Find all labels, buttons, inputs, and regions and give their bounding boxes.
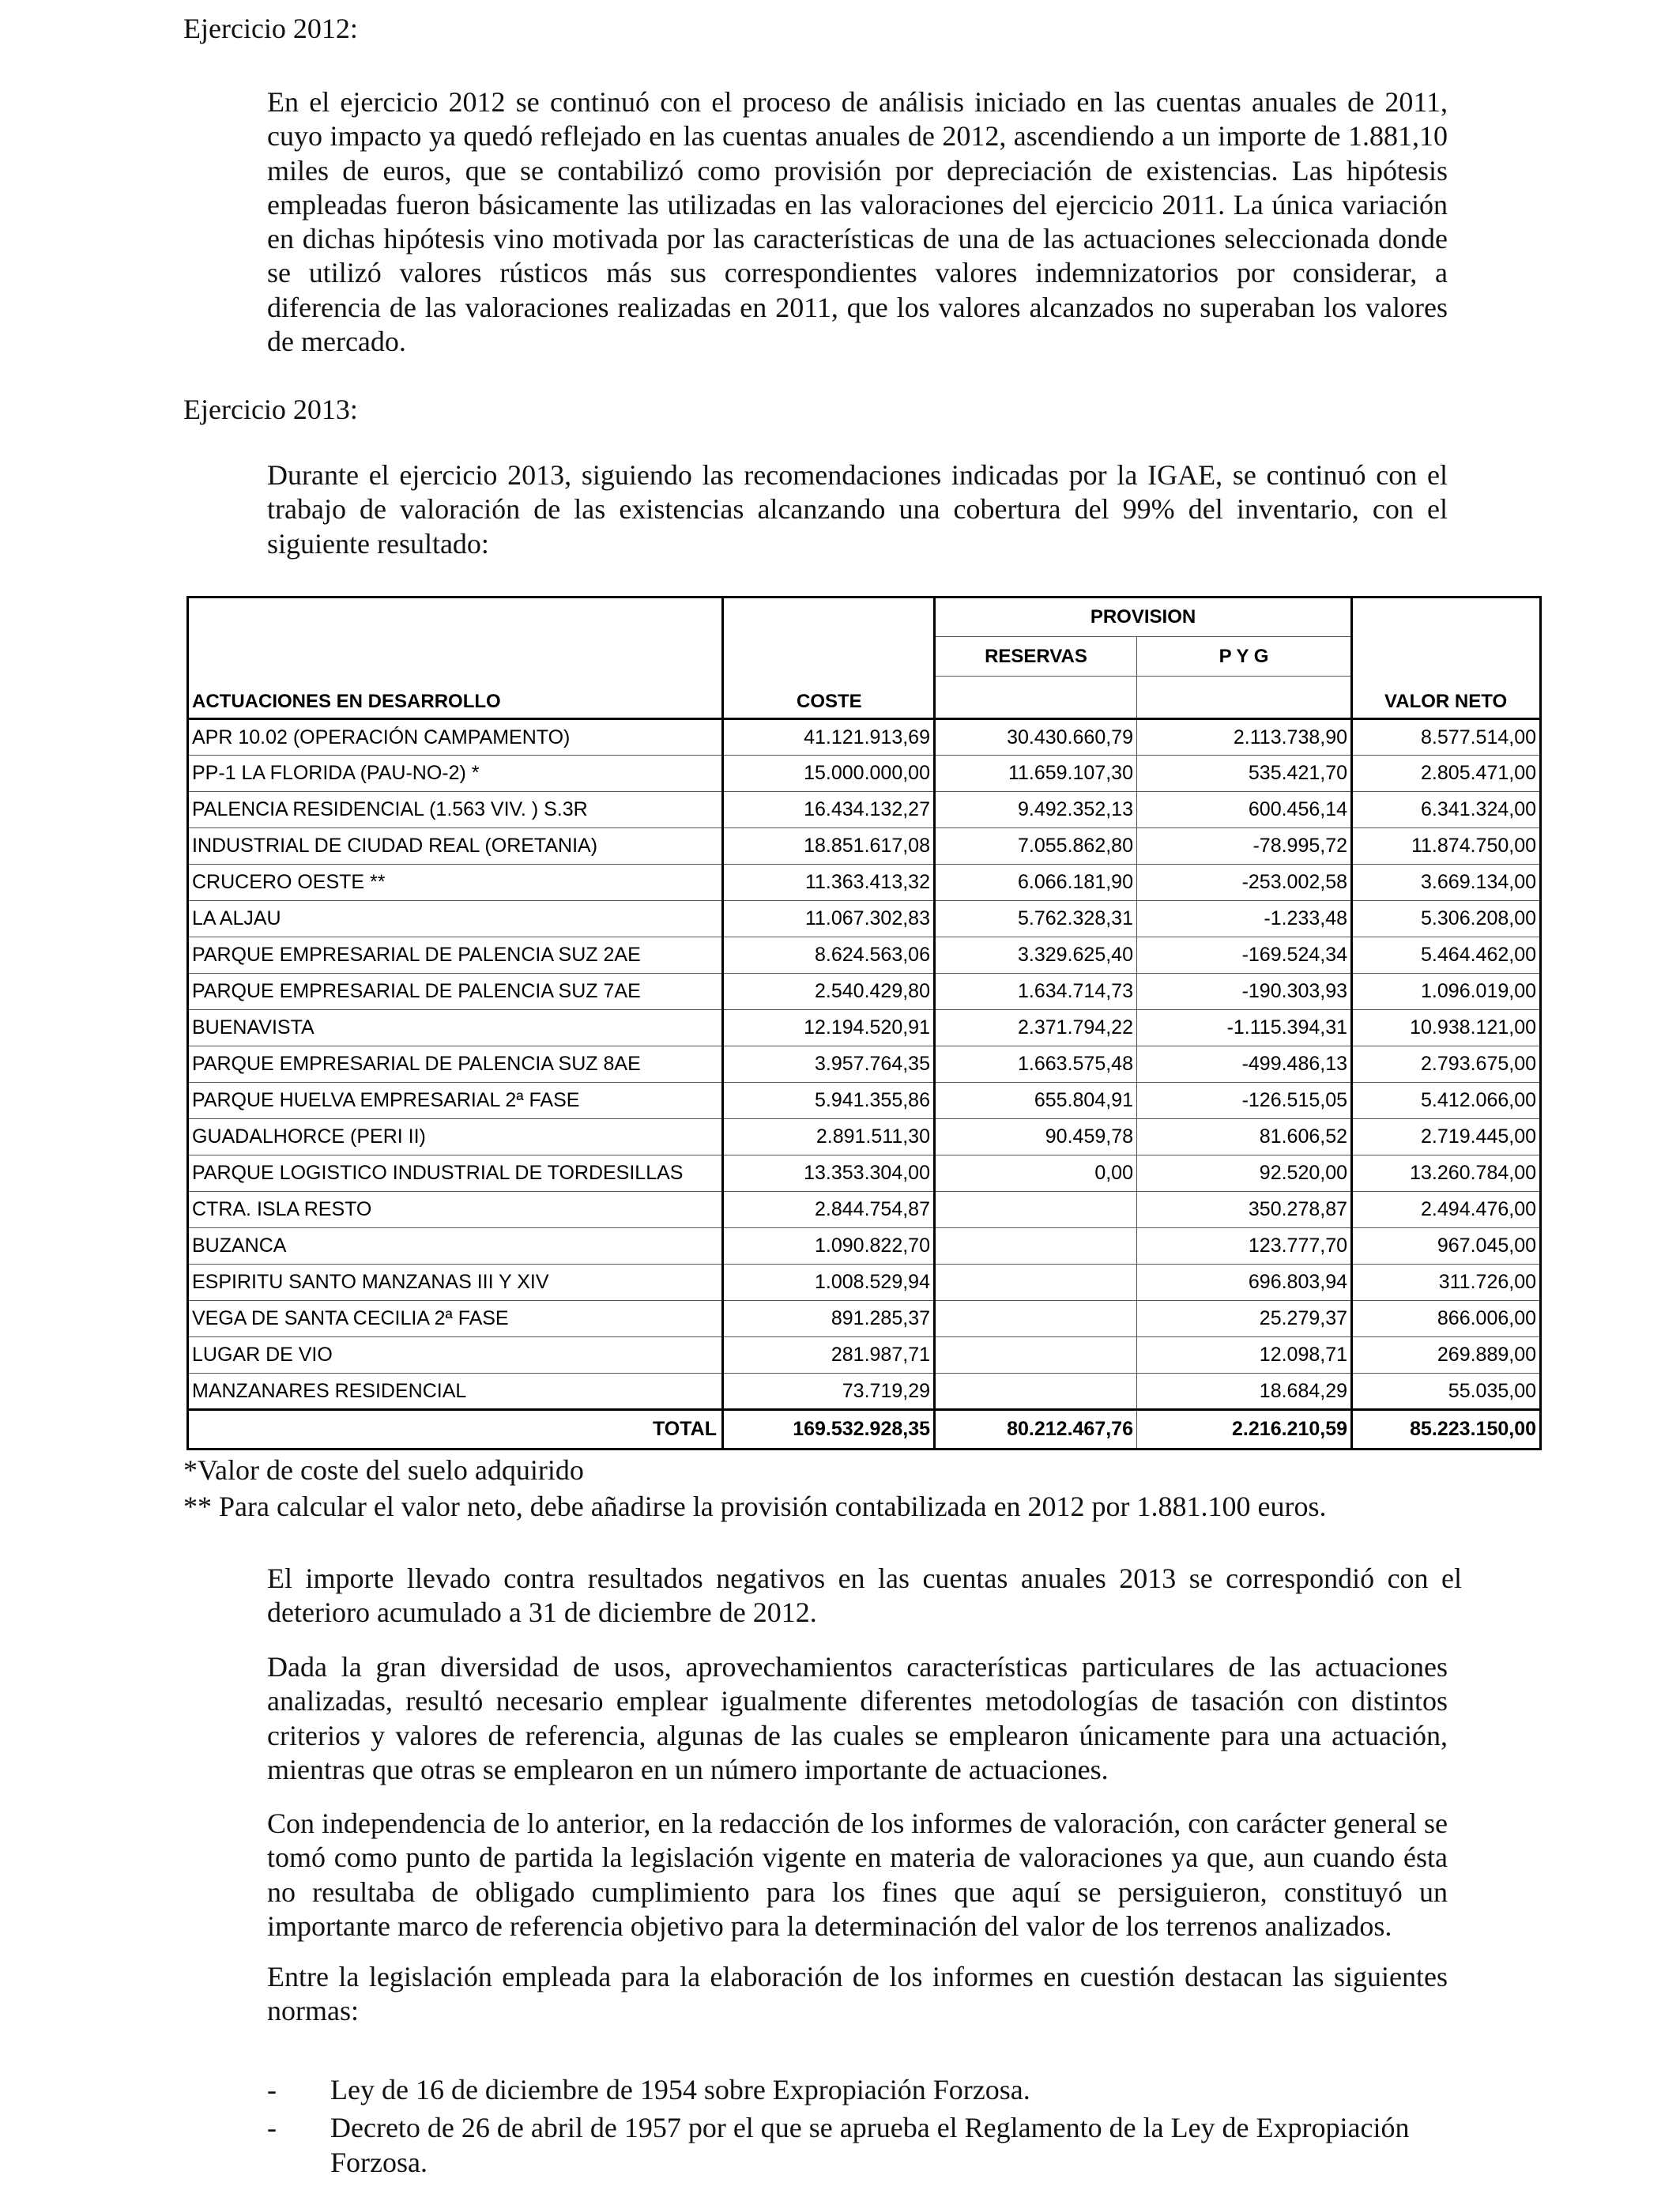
cell-valor-neto: 5.412.066,00 — [1352, 1083, 1541, 1119]
cell-actuacion: PARQUE HUELVA EMPRESARIAL 2ª FASE — [188, 1083, 723, 1119]
cell-actuacion: PARQUE EMPRESARIAL DE PALENCIA SUZ 7AE — [188, 974, 723, 1010]
cell-coste: 15.000.000,00 — [723, 756, 935, 792]
table-row — [188, 1083, 1541, 1119]
cell-pyg: 535.421,70 — [1137, 756, 1352, 792]
cell-reservas: 11.659.107,30 — [935, 756, 1137, 792]
cell-actuacion: ESPIRITU SANTO MANZANAS III Y XIV — [188, 1265, 723, 1301]
header-spacer-1 — [188, 637, 723, 677]
list-dash: - — [267, 2112, 277, 2143]
table-row — [188, 1374, 1541, 1410]
cell-actuacion: BUZANCA — [188, 1228, 723, 1265]
cell-actuacion: PALENCIA RESIDENCIAL (1.563 VIV. ) S.3R — [188, 792, 723, 828]
total-valor-neto: 85.223.150,00 — [1352, 1410, 1541, 1449]
header-blank-coste — [723, 598, 935, 637]
cell-pyg: -78.995,72 — [1137, 828, 1352, 865]
cell-actuacion: MANZANARES RESIDENCIAL — [188, 1374, 723, 1410]
cell-pyg: 92.520,00 — [1137, 1155, 1352, 1192]
cell-reservas — [935, 1192, 1137, 1228]
cell-pyg: -190.303,93 — [1137, 974, 1352, 1010]
cell-reservas: 90.459,78 — [935, 1119, 1137, 1155]
cell-valor-neto: 1.096.019,00 — [1352, 974, 1541, 1010]
heading-ejercicio-2012: Ejercicio 2012: — [183, 13, 358, 44]
cell-valor-neto: 269.889,00 — [1352, 1337, 1541, 1374]
table-row — [188, 1301, 1541, 1337]
norma-text: Ley de 16 de diciembre de 1954 sobre Expropiación Forzosa. — [330, 2074, 1030, 2105]
cell-reservas: 3.329.625,40 — [935, 937, 1137, 974]
paragraph-legislacion: Entre la legislación empleada para la elaboración de los informes en cuestión destacan las siguientes normas: — [267, 1961, 1448, 2027]
cell-reservas: 2.371.794,22 — [935, 1010, 1137, 1046]
total-label: TOTAL — [188, 1410, 723, 1449]
norma-text: Decreto de 26 de abril de 1957 por el que se aprueba el Reglamento de la Ley de Expropiación Forzosa. — [330, 2112, 1410, 2178]
cell-pyg: -169.524,34 — [1137, 937, 1352, 974]
cell-actuacion: LA ALJAU — [188, 901, 723, 937]
cell-valor-neto: 2.793.675,00 — [1352, 1046, 1541, 1083]
cell-actuacion: CTRA. ISLA RESTO — [188, 1192, 723, 1228]
table-row — [188, 1228, 1541, 1265]
provision-table — [186, 596, 1542, 1450]
cell-valor-neto: 866.006,00 — [1352, 1301, 1541, 1337]
cell-coste: 73.719,29 — [723, 1374, 935, 1410]
cell-pyg: 18.684,29 — [1137, 1374, 1352, 1410]
header-provision: PROVISION — [935, 598, 1352, 637]
cell-pyg: 123.777,70 — [1137, 1228, 1352, 1265]
header-spacer-3 — [1352, 637, 1541, 677]
table-row — [188, 719, 1541, 756]
header-reservas-empty — [935, 677, 1137, 719]
header-pyg: P Y G — [1137, 637, 1352, 677]
paragraph-ejercicio-2012: En el ejercicio 2012 se continuó con el proceso de análisis iniciado en las cuentas anuales de 2011, cuyo impacto ya quedó reflejado en las cuentas anuales de 2012, ascendiendo a un importe de 1.881,10 miles de euros, que se contabilizó como provisión por depreciación de existencias. Las hipótesis empleadas fueron básicamente las utilizadas en las valoraciones del ejercicio 2011. La única variación en dichas hipótesis vino motivada por las características de una de las actuaciones seleccionada donde se utilizó valores rústicos más sus correspondientes valores indemnizatorios por considerar, a diferencia de las valoraciones realizadas en 2011, que los valores alcanzados no superaban los valores de mercado. — [267, 86, 1448, 358]
total-reservas: 80.212.467,76 — [935, 1410, 1137, 1449]
paragraph-importe: El importe llevado contra resultados negativos en las cuentas anuales 2013 se correspondió con el deterioro acumulado a 31 de diciembre de 2012. — [267, 1563, 1462, 1629]
table-row — [188, 1010, 1541, 1046]
table-row — [188, 792, 1541, 828]
cell-valor-neto: 13.260.784,00 — [1352, 1155, 1541, 1192]
cell-reservas — [935, 1374, 1137, 1410]
cell-actuacion: CRUCERO OESTE ** — [188, 865, 723, 901]
table-row — [188, 974, 1541, 1010]
cell-coste: 11.067.302,83 — [723, 901, 935, 937]
cell-valor-neto: 10.938.121,00 — [1352, 1010, 1541, 1046]
cell-reservas: 0,00 — [935, 1155, 1137, 1192]
cell-valor-neto: 8.577.514,00 — [1352, 719, 1541, 756]
cell-reservas — [935, 1337, 1137, 1374]
table-row — [188, 1155, 1541, 1192]
cell-coste: 1.008.529,94 — [723, 1265, 935, 1301]
footnote-valor-neto: ** Para calcular el valor neto, debe añadirse la provisión contabilizada en 2012 por 1.881.100 euros. — [183, 1491, 1327, 1522]
cell-valor-neto: 5.306.208,00 — [1352, 901, 1541, 937]
cell-valor-neto: 11.874.750,00 — [1352, 828, 1541, 865]
table-row — [188, 937, 1541, 974]
list-dash: - — [267, 2074, 277, 2105]
cell-actuacion: VEGA DE SANTA CECILIA 2ª FASE — [188, 1301, 723, 1337]
cell-coste: 2.891.511,30 — [723, 1119, 935, 1155]
cell-reservas — [935, 1265, 1137, 1301]
header-pyg-empty — [1137, 677, 1352, 719]
cell-coste: 13.353.304,00 — [723, 1155, 935, 1192]
heading-ejercicio-2013: Ejercicio 2013: — [183, 394, 358, 425]
cell-coste: 1.090.822,70 — [723, 1228, 935, 1265]
cell-pyg: -1.233,48 — [1137, 901, 1352, 937]
cell-pyg: 12.098,71 — [1137, 1337, 1352, 1374]
cell-pyg: 81.606,52 — [1137, 1119, 1352, 1155]
norma-item — [267, 2072, 1448, 2107]
cell-valor-neto: 2.494.476,00 — [1352, 1192, 1541, 1228]
cell-coste: 12.194.520,91 — [723, 1010, 935, 1046]
table-row — [188, 1337, 1541, 1374]
cell-pyg: 350.278,87 — [1137, 1192, 1352, 1228]
cell-pyg: -253.002,58 — [1137, 865, 1352, 901]
cell-valor-neto: 2.805.471,00 — [1352, 756, 1541, 792]
cell-coste: 3.957.764,35 — [723, 1046, 935, 1083]
header-spacer-2 — [723, 637, 935, 677]
cell-valor-neto: 967.045,00 — [1352, 1228, 1541, 1265]
cell-pyg: 696.803,94 — [1137, 1265, 1352, 1301]
cell-coste: 18.851.617,08 — [723, 828, 935, 865]
cell-actuacion: GUADALHORCE (PERI II) — [188, 1119, 723, 1155]
cell-coste: 281.987,71 — [723, 1337, 935, 1374]
cell-actuacion: PARQUE LOGISTICO INDUSTRIAL DE TORDESILLAS — [188, 1155, 723, 1192]
table-row — [188, 865, 1541, 901]
cell-coste: 2.844.754,87 — [723, 1192, 935, 1228]
cell-pyg: -126.515,05 — [1137, 1083, 1352, 1119]
table-row — [188, 901, 1541, 937]
cell-valor-neto: 311.726,00 — [1352, 1265, 1541, 1301]
header-valor-neto: VALOR NETO — [1352, 677, 1541, 719]
header-reservas: RESERVAS — [935, 637, 1137, 677]
cell-reservas: 30.430.660,79 — [935, 719, 1137, 756]
total-pyg: 2.216.210,59 — [1137, 1410, 1352, 1449]
paragraph-independencia: Con independencia de lo anterior, en la redacción de los informes de valoración, con carácter general se tomó como punto de partida la legislación vigente en materia de valoraciones ya que, aun cuando ésta no resultaba de obligado cumplimiento para los fines que aquí se persiguieron, constituyó un importante marco de referencia objetivo para la determinación del valor de los terrenos analizados. — [267, 1808, 1448, 1942]
cell-coste: 8.624.563,06 — [723, 937, 935, 974]
cell-coste: 41.121.913,69 — [723, 719, 935, 756]
cell-pyg: -1.115.394,31 — [1137, 1010, 1352, 1046]
table-row — [188, 1046, 1541, 1083]
normas-list — [267, 2072, 1448, 2180]
cell-actuacion: LUGAR DE VIO — [188, 1337, 723, 1374]
cell-actuacion: PARQUE EMPRESARIAL DE PALENCIA SUZ 2AE — [188, 937, 723, 974]
cell-coste: 11.363.413,32 — [723, 865, 935, 901]
table-row — [188, 828, 1541, 865]
table-row — [188, 1265, 1541, 1301]
cell-actuacion: APR 10.02 (OPERACIÓN CAMPAMENTO) — [188, 719, 723, 756]
cell-reservas: 6.066.181,90 — [935, 865, 1137, 901]
cell-actuacion: PARQUE EMPRESARIAL DE PALENCIA SUZ 8AE — [188, 1046, 723, 1083]
header-blank-neto — [1352, 598, 1541, 637]
cell-reservas: 5.762.328,31 — [935, 901, 1137, 937]
norma-item — [267, 2110, 1448, 2180]
total-coste: 169.532.928,35 — [723, 1410, 935, 1449]
paragraph-diversidad: Dada la gran diversidad de usos, aprovechamientos características particulares de las actuaciones analizadas, resultó necesario emplear igualmente diferentes metodologías de tasación con distintos criterios y valores de referencia, algunas de las cuales se emplearon únicamente para una actuación, mientras que otras se emplearon en un número importante de actuaciones. — [267, 1651, 1448, 1785]
cell-reservas: 1.634.714,73 — [935, 974, 1137, 1010]
header-coste: COSTE — [723, 677, 935, 719]
footnote-coste-suelo: *Valor de coste del suelo adquirido — [183, 1454, 584, 1486]
cell-valor-neto: 5.464.462,00 — [1352, 937, 1541, 974]
cell-reservas: 1.663.575,48 — [935, 1046, 1137, 1083]
cell-valor-neto: 3.669.134,00 — [1352, 865, 1541, 901]
cell-reservas: 655.804,91 — [935, 1083, 1137, 1119]
cell-coste: 891.285,37 — [723, 1301, 935, 1337]
cell-reservas — [935, 1301, 1137, 1337]
cell-coste: 2.540.429,80 — [723, 974, 935, 1010]
cell-valor-neto: 2.719.445,00 — [1352, 1119, 1541, 1155]
table-row — [188, 756, 1541, 792]
cell-pyg: 25.279,37 — [1137, 1301, 1352, 1337]
cell-actuacion: PP-1 LA FLORIDA (PAU-NO-2) * — [188, 756, 723, 792]
table-row — [188, 1192, 1541, 1228]
cell-actuacion: BUENAVISTA — [188, 1010, 723, 1046]
cell-reservas — [935, 1228, 1137, 1265]
cell-coste: 16.434.132,27 — [723, 792, 935, 828]
cell-pyg: 2.113.738,90 — [1137, 719, 1352, 756]
header-actuaciones: ACTUACIONES EN DESARROLLO — [188, 677, 723, 719]
cell-actuacion: INDUSTRIAL DE CIUDAD REAL (ORETANIA) — [188, 828, 723, 865]
table-row — [188, 1119, 1541, 1155]
cell-valor-neto: 6.341.324,00 — [1352, 792, 1541, 828]
cell-pyg: 600.456,14 — [1137, 792, 1352, 828]
cell-coste: 5.941.355,86 — [723, 1083, 935, 1119]
cell-reservas: 9.492.352,13 — [935, 792, 1137, 828]
cell-valor-neto: 55.035,00 — [1352, 1374, 1541, 1410]
cell-pyg: -499.486,13 — [1137, 1046, 1352, 1083]
paragraph-ejercicio-2013: Durante el ejercicio 2013, siguiendo las recomendaciones indicadas por la IGAE, se continuó con el trabajo de valoración de las existencias alcanzando una cobertura del 99% del inventario, con el siguiente resultado: — [267, 459, 1448, 560]
header-blank-actuaciones — [188, 598, 723, 637]
cell-reservas: 7.055.862,80 — [935, 828, 1137, 865]
